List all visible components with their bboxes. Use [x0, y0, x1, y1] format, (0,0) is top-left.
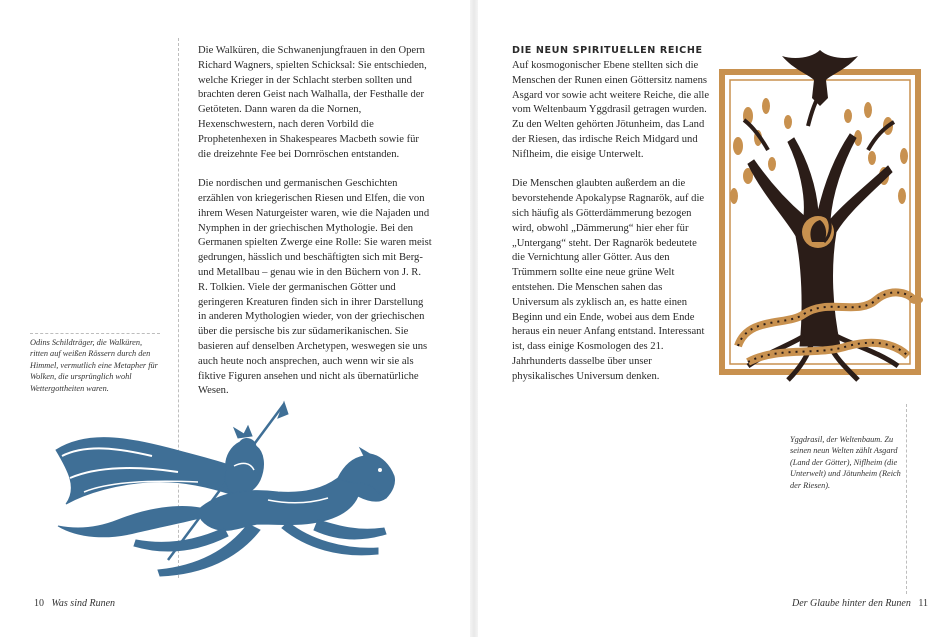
- squirrel-icon: [802, 216, 834, 248]
- book-gutter: [470, 0, 478, 637]
- right-body-text: [512, 44, 712, 399]
- left-folio: [34, 598, 115, 609]
- right-folio: [792, 598, 928, 609]
- right-running-title: Der Glaube hinter den Runen: [792, 598, 911, 609]
- left-page-number: 10: [34, 598, 44, 609]
- right-page-dashed-rule: [906, 404, 907, 594]
- left-caption-rule: [30, 333, 160, 334]
- yggdrasil-tree-illustration: [708, 46, 934, 386]
- right-page-number: 11: [918, 598, 929, 609]
- left-paragraph-2: Die nordischen und germanischen Geschichten erzählen von kriegerischen Riesen und Elfen, die von ihrem Wesen Naturgeister waren, wie die Najaden und Nymphen in der griechischen Mythologie. Bei den Germanen spielten Zwerge eine Rolle: Sie waren meist gedrungen, hässlich und beschäftigten sich mit Berg- und Metallbau – genau wie in den Büchern von J. R. R. Tolkien. Viele der germanischen Götter und geringeren Kreaturen finden sich in ihrer Darstellung in anderen Mythologien wieder, von der griechischen über die persische bis zur südamerikanischen. Sie basieren auf denselben Archetypen, weswegen sie uns auch heute noch ansprechen, auch wenn wir sie als fiktive Figuren ansehen und nicht als übernatürliche Wesen.: [198, 178, 432, 397]
- left-body-text: [198, 44, 433, 414]
- right-paragraph-2: Die Menschen glaubten außerdem an die bevorstehende Apokalypse Ragnarök, auf die sich häufig als Götterdämmerung bezogen wird, obwohl „Dämmerung“ hier eher für „Untergang“ steht. Der Ragnarök bedeutete die Vernichtung aller Götter. Aus den Trümmern sollte eine neue grüne Welt entstehen. Die Menschen sahen das Universum als zyklisch an, es hatte einen Beginn und ein Ende, wobei aus dem Ende heraus ein neuer Anfang entstand. Interessant ist, dass einige Kosmologen des 21. Jahrhunderts dasselbe über unser physikalisches Universum denken.: [512, 178, 705, 382]
- left-running-title: Was sind Runen: [51, 598, 116, 609]
- valkyrie-rider-illustration: [48, 400, 438, 580]
- yggdrasil-caption: Yggdrasil, der Weltenbaum. Zu seinen neun Welten zählt Asgard (Land der Götter), Niflheim (die Unterwelt) und Jötunheim (Reich der Riesen).: [790, 435, 901, 490]
- valkyrie-caption: Odins Schildträger, die Walküren, ritten auf weißen Rössern durch den Himmel, vermutlich eine Metapher für Wolken, die ursprünglich wohl Wettergottheiten waren.: [30, 338, 158, 393]
- right-paragraph-1: Auf kosmogonischer Ebene stellten sich die Menschen der Runen einen Göttersitz namens Asgard vor sowie acht weitere Reiche, die alle vom Weltenbaum Yggdrasil getragen wurden. Zu den Welten gehörten Jötunheim, das Land der Riesen, das irdische Reich Midgard und Niflheim, die eisige Unterwelt.: [512, 60, 710, 160]
- section-heading: DIE NEUN SPIRITUELLEN REICHE: [512, 45, 703, 56]
- left-paragraph-1: Die Walküren, die Schwanenjungfrauen in den Opern Richard Wagners, spielten Schicksal: Sie entschieden, welche Krieger in der Schlacht sterben sollten und brachten deren Geist nach Walhalla, der Festhalle der Getöteten. Dann waren da die Nornen, Hexenschwestern, nach deren Vorbild die Prophetenhexen in Shakespeares Macbeth sowie für die dreizehnte Fee bei Dornröschen entstanden.: [198, 45, 427, 160]
